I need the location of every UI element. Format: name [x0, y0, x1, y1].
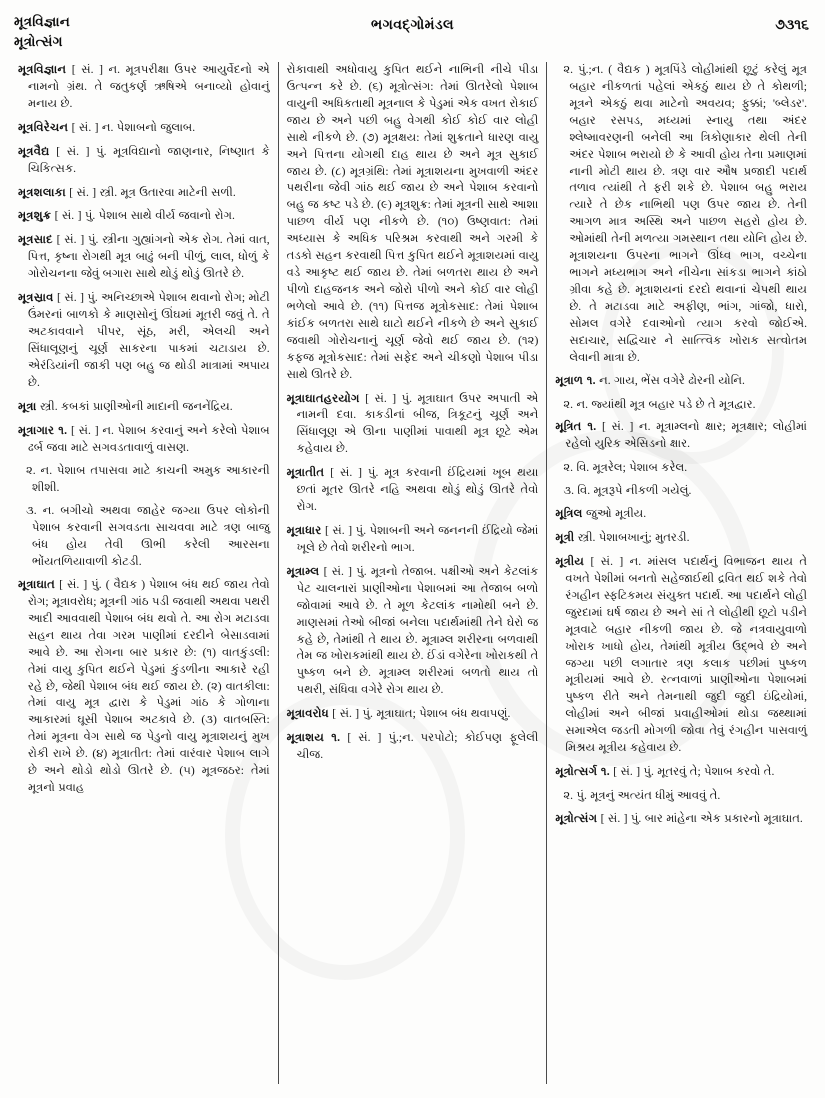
entry-definition: ૨. ન. જ્યાંથી મૂત્ર બહાર પડે છે તે મૂત્રદ્વાર. — [563, 397, 756, 411]
entry-headword: મૂત્રાવરોધ — [286, 707, 329, 721]
entry-headword: મૂત્રશુક્ર — [18, 209, 52, 223]
dictionary-entry — [18, 144, 270, 178]
dictionary-entry — [18, 290, 270, 392]
entry-definition: [ સં. ] પું. મૂત્રવિદ્યાનો જાણનાર, નિષ્ણાત કે ચિકિત્સક. — [28, 144, 270, 175]
entry-headword: મૂત્રાઘાત — [18, 577, 56, 591]
entry-definition: [ સં. ] ન. મૂત્રામ્લનો ક્ષાર; મૂત્રક્ષાર; લોહીમાં રહેલો યુરિક એસિડનો ક્ષાર. — [565, 420, 808, 451]
entry-headword: મૂત્રોત્સર્ગ ૧. — [555, 765, 610, 779]
entry-definition: [ સં. ] પું. મૂતરવું તે; પેશાબ કરવો તે. — [609, 765, 775, 779]
entry-headword: મૂત્રી — [555, 531, 575, 545]
dictionary-entry — [287, 730, 539, 764]
entry-definition: ૨. ન. પેશાબ તપાસવા માટે કાચની અમુક આકારની શીશી. — [26, 464, 270, 495]
entry-definition: [ સં. ] પું. મૂત્રનો તેજાબ. પક્ષીઓ અને કેટલાંક પેટ ચાલનારાં પ્રાણીઓના પેશાબમાં આ તેજાબ બળો જોવામાં આવે છે. તે મૂળ કેટલાંક નામોથી બને છે. માણસમાં તેઓ બીજાં બનેલા પદાર્થમાંથી તેને ઘેરો જ કહે છે, તેમાંથી તે થાય છે. મૂત્રામ્લ શરીરના બળવાથી તેમ જ ખોરાકમાંથી થાય છે. ઈંડાં વગેરેના ખોરાકથી તે પુષ્કળ બને છે. મૂત્રામ્લ શરીરમાં બળતો થાય તો પથરી, સંધિવા વગેરે રોગ થાય છે. — [296, 564, 539, 697]
entry-definition: [ સં. ] પું. બાર માંહેના એક પ્રકારનો મૂત્રાઘાત. — [597, 811, 803, 825]
entry-headword: મૂત્રા — [18, 399, 37, 413]
entry-definition: [ સં. ] પું. અનિચ્છાએ પેશાબ થવાનો રોગ; મોટી ઉંમરનાં બાળકો કે માણસોનું ઊંઘમાં મૂતરી જવું તે. તે અટકાવવાને પીપર, સૂંઠ, મરી, એલચી અને સિંધાલૂણનું ચૂર્ણ સાકરના પાકમાં ચટાડાય છે. એરંડિયાંની જાકી પણ બહુ જ થોડી માત્રામાં અપાય છે. — [28, 291, 270, 389]
column-container — [0, 62, 825, 1092]
entry-definition: ૨. વિ. મૂત્રરેલ; પેશાબ કરેલ. — [563, 461, 688, 475]
dictionary-entry — [287, 391, 539, 459]
dictionary-entry — [18, 399, 270, 416]
dictionary-entry — [287, 706, 539, 723]
entry-sense — [18, 503, 270, 571]
book-title: ભગવદ્ગોમંડલ — [370, 18, 455, 33]
entry-headword: મૂત્રવિરેચન — [18, 120, 69, 134]
dictionary-entry — [555, 506, 807, 523]
dictionary-entry — [18, 62, 270, 113]
entry-definition: સ્ત્રી. કબકાં પ્રાણીઓની માદાની જનનેંદ્રિય. — [36, 399, 233, 413]
page-number: ૭૩૧૬ — [775, 18, 809, 33]
entry-definition: [ સં. ] સ્ત્રી. મૂત્ર ઉતારવા માટેની સળી. — [65, 185, 236, 199]
entry-definition: [ સં. ] પું. પેશાબની અને જનનની ઈંદ્રિયો જેમાં ખૂલે છે તેવો શરીરનો ભાગ. — [296, 523, 539, 554]
entry-headword: મૂત્રામ્લ — [286, 564, 320, 578]
dictionary-entry — [18, 208, 270, 225]
entry-headword: મૂત્રાતીત — [286, 466, 325, 480]
entry-headword: મૂત્રાઘાતહરયોગ — [286, 391, 360, 405]
dictionary-entry — [287, 564, 539, 699]
entry-headword: મૂત્રાધાર — [286, 523, 322, 537]
entry-headword: મૂત્રાગાર ૧. — [18, 423, 68, 437]
dictionary-entry — [18, 423, 270, 457]
entry-definition: ૩. વિ. મૂત્રરૂપે નીકળી ગયેલું. — [563, 484, 692, 498]
entry-definition: [ સં. ] ન. મૂત્રપરીક્ષા ઉપર આયુર્વેદનો એ નામનો ગ્રંથ. તે જતુકર્ણ ઋષિએ બનાવ્યો હોવાનું મનાય છે. — [28, 63, 270, 110]
entry-headword: મૂત્રાશય ૧. — [286, 731, 341, 745]
entry-continuation — [287, 62, 539, 384]
entry-definition: [ સં. ] પું. મૂત્રાઘાત ઉપર અપાતી એ નામની દવા. કાકડીનાં બીજ, ત્રિકૂટનું ચૂર્ણ અને સિંધાલૂણ એ ઊના પાણીમાં પાવાથી મૂત્ર છૂટે એમ કહેવાય છે. — [296, 391, 539, 456]
entry-definition: જુઓ મૂત્રીય. — [582, 507, 647, 521]
dictionary-entry — [18, 185, 270, 202]
entry-definition: [ સં. ] પું. મૂત્ર કરવાની ઈંદ્રિયમાં ખૂબ થયા છતાં મૂતર ઊતરે નહિ અથવા થોડું થોડું ઊતરે તેવો રોગ. — [296, 466, 539, 514]
entry-headword: મૂત્રીય — [555, 554, 585, 568]
entry-sense — [555, 62, 807, 367]
entry-definition: [ સં. ] પું. સ્ત્રીના ગુહ્યાંગનો એક રોગ. તેમાં વાત, પિત્ત, કૃષ્ના રોગથી મૂત્ર બાઢું બની પીળું, લાલ, ધોળું કે ગોરોચનના જેવું બગારા સાથે થોડું થોડું ઊતરે છે. — [28, 233, 270, 281]
page-header — [0, 0, 825, 62]
dictionary-entry — [555, 419, 807, 453]
dictionary-entry — [555, 554, 807, 757]
entry-definition: [ સં. ] પું. ( વૈદ્યક ) પેશાબ બંધ થઈ જાય તેવો રોગ; મૂત્રાવરોધ; મૂત્રની ગાંઠ પડી જવાથી અથવા પથરી આદી આવવાથી પેશાબ બંધ થવો તે. આ રોગ મટાડવા સહન થાય તેવા ગરમ પાણીમાં દરદીને બેસાડવામાં આવે છે. આ રોગના બાર પ્રકાર છે: (૧) વાતકુંડલી: તેમાં વાયુ કુપિત થઈને પેડુમાં કુંડળીના આકારે રહી રહે છે, જેથી પેશાબ બંધ થઈ જાય છે. (૨) વાતકીલા: તેમાં વાયુ મૂત્ર દ્વારા કે પેડુમાં ગાંઠ કે ગોળાના આકારમાં ઘૂસી પેશાબ અટકાવે છે. (૩) વાતબસ્તિ: તેમાં મૂત્રના વેગ સાથે જ પેડુનો વાયુ મૂત્રાશયનું મુખ રોકી રાખે છે. (૪) મૂત્રાતીત: તેમાં વારંવાર પેશાબ લાગે છે અને થોડો થોડો ઊતરે છે. (૫) મૂત્રજઠર: તેમાં મૂત્રનો પ્રવાહ — [28, 577, 270, 795]
entry-definition: સ્ત્રી. પેશાબખાનું; મુતરડી. — [574, 531, 690, 545]
dictionary-entry — [287, 523, 539, 557]
guide-word-last: મૂત્રોત્સંગ — [14, 33, 63, 49]
dictionary-entry — [555, 764, 807, 781]
text-column-2 — [278, 62, 547, 1084]
entry-headword: મૂત્રશલાકા — [18, 185, 66, 199]
entry-sense — [555, 788, 807, 805]
dictionary-entry — [18, 232, 270, 283]
entry-definition: [ સં. ] ન. માંસલ પદાર્થનું વિભાજન થાય તે વખતે પેશીમાં બનતો સહેજાઈથી દ્રવિત થઈ શકે તેવો રંગહીન સ્ફટિકમય સંયુક્ત પદાર્થ. આ પદાર્થને લોહી જુરદામાં ઘર્ષ જાય છે અને સાં તે લોહીથી છૂટો પડીને મૂત્રવાટે બહાર નીકળી જાય છે. જે નત્રવાયુવાળો ખોરાક ખાધો હોય, તેમાંથી મૂત્રીય ઉદ્ભવે છે અને જગ્યા પછી લગાતાર ત્રણ કલાક પછીમાં પુષ્કળ મૂત્રીયમાં આવે છે. રત્નવાળાં પ્રાણીઓના પેશાબમાં પુષ્કળ રીતે અને તેમનાથી જુદી જુદી ઇંદ્રિયોમાં, લોહીમાં અને બીજાં પ્રવાહીઓમાં થોડા જથ્થામાં સમાએલ જડતી મોગળી જોવા તેવું રંગહીન પાસવાળું મિશ્રય મૂત્રીય કહેવાય છે. — [565, 554, 808, 755]
entry-headword: મૂત્રાળ ૧. — [555, 373, 596, 387]
dictionary-entry — [555, 811, 807, 828]
entry-definition: [ સં. ] ન. પેશાબનો જુલાબ. — [68, 120, 196, 134]
dictionary-entry — [18, 577, 270, 797]
entry-headword: મૂત્રિલ — [555, 507, 583, 521]
entry-headword: મૂત્રવિજ્ઞાન — [18, 63, 67, 76]
entry-definition: [ સં. ] પું. મૂત્રાઘાત; પેશાબ બંધ થવાપણું. — [328, 707, 511, 721]
entry-headword: મૂત્રસાદ — [18, 233, 53, 247]
entry-headword: મૂત્રોત્સંગ — [555, 811, 598, 825]
dictionary-entry — [555, 530, 807, 547]
text-column-1 — [10, 62, 278, 1084]
entry-sense — [555, 460, 807, 477]
entry-sense — [555, 483, 807, 500]
entry-definition: રોકાવાથી અધોવાયુ કુપિત થઈને નાભિની નીચે પીડા ઉત્પન્ન કરે છે. (૬) મૂત્રોત્સંગ: તેમાં ઊતરેલો પેશાબ વાયુની અધિકતાથી મૂત્રનાલ કે પેડુમાં એક વખત રોકાઈ જાય છે અને પછી બહુ વેગથી કોઈ કોઈ વાર લોહી સાથે નીકળે છે. (૭) મૂત્રક્ષય: તેમાં શુક્રતાને ધારણ વાયુ અને પિત્તના યોગથી દાહ થાય છે અને મૂત્ર સુકાઈ જાય છે. (૮) મૂત્રગ્રંથિ: તેમાં મૂત્રાશયના મુખવાળી અંદર પથરીના જેવી ગાંઠ થઈ જાય છે અને પેશાબ કરવાનો બહુ જ કષ્ટ પડે છે. (૯) મૂત્રશુક્ર: તેમાં મૂત્રની સાથે આશા પાછળ વીર્ય પણ નીકળે છે. (૧૦) ઉષ્ણવાત: તેમાં અધ્યાસ કે અધિક પરિશ્રમ કરવાથી અને ગરમી કે તડકો સહન કરવાથી પિત્ત કુપિત થઈને મૂત્રાશયમાં વાયુ વડે આકૃષ્ટ થઈ જાય છે. તેમાં બળતરા થાય છે અને પીળો દાહજનક અને જોરો પીળો અને કોઈ વાર લોહી ભળેલો આવે છે. (૧૧) પિત્તજ મૂત્રોકસાદ: તેમાં પેશાબ કાંઈક બળતરા સાથે ઘાટો થઈને નીકળે છે અને સુકાઈ જવાથી ગોરોચનાનું ચૂર્ણ જેવો થઈ જાય છે. (૧૨) કફજ મૂત્રોકસાદ: તેમાં સફેદ અને ચીકણો પેશાબ પીડા સાથે ઊતરે છે. — [286, 63, 539, 381]
entry-headword: મૂત્રિત ૧. — [555, 420, 597, 434]
entry-definition: [ સં. ] ન. પેશાબ કરવાનું અને કરેલો પેશાબ ઢર્બ જવા માટે સગવડતાવાળું વાસણ. — [28, 423, 270, 454]
guide-word-first: મૂત્રવિજ્ઞાન — [14, 14, 71, 29]
entry-definition: ૩. ન. બગીચો અથવા જાહેર જગ્યા ઉપર લોકોની પેશાબ કરવાની સગવડતા સાચવવા માટે ત્રણ બાજુ બંધ હોય તેવી ઊભી કરેલી આરસના ભોંયતળિયાવાળી કોટડી. — [26, 504, 270, 569]
text-column-3 — [546, 62, 815, 1084]
dictionary-entry — [18, 120, 270, 137]
entry-definition: ન. ગાય, ભેંસ વગેરે ઢોરની યોનિ. — [595, 373, 745, 387]
entry-sense — [18, 463, 270, 497]
entry-headword: મૂત્રસ્રાવ — [18, 291, 54, 305]
entry-definition: [ સં. ] પું.;ન. પરપોટો; કોઈપણ ફૂલેલી ચીજ. — [296, 731, 539, 762]
entry-headword: મૂત્રવૈદ્ય — [18, 144, 50, 158]
entry-definition: ૨. પું. મૂત્રનું અત્યંત ધીમું આવવું તે. — [563, 788, 721, 802]
entry-sense — [555, 397, 807, 414]
entry-definition: ૨. પું.;ન. ( વૈદ્યક ) મૂત્રપિંડે લોહીમાંથી છૂટું કરેલું મૂત્ર બહાર નીકળતાં પહેલાં એકઠું થાય છે તે કોથળી; મૂત્રને એકઠું થવા માટેનો અવયવ; ફુક્કાં; 'બ્લેડર'. બહાર રસપડ, મધ્યમાં સ્નાયુ તથા અંદર શ્લેષ્માવરણની બનેલી આ ત્રિકોણાકાર થેલી તેની અંદર પેશાબ ભરાયો છે કે આવી હોય તેના પ્રમાણમાં નાની મોટી થાય છે. ત્રણ વાર ઔષ પ્રજાદી પદાર્થ તળાવ ત્યાંથી તે ફરી શકે છે. પેશાબ બહુ ભરાય ત્યારે તે છેક નાભિથી પણ ઉપર જાય છે. તેની આગળ માત્ર અસ્થિ અને પાછળ સહરો હોય છે. ઓમાંથી તેની મળત્યા ગમસ્થાન તથા યોનિ હોય છે. મૂત્રાશયના ઉપરના ભાગને ઊંધ્વ ભાગ, વચ્ચેના ભાગને મધ્યભાગ અને નીચેના સાંકડા ભાગને કાંઠો ગ્રીવા કહે છે. મૂત્રાશયનાં દરદો થવાનાં ચેપથી થાય છે. તે મટાડવા માટે અફીણ, ભાંગ, ગાંજો, ધારો, સોમલ વગેરે દવાઓનો ત્યાગ કરવો જોઈએ. સદાચાર, સદ્વિચાર ને સાત્ત્વિક ખોરાક સત્વોતમ લેવાની માત્રા છે. — [563, 63, 808, 364]
dictionary-entry — [555, 373, 807, 390]
dictionary-entry — [287, 465, 539, 516]
entry-definition: [ સં. ] પું. પેશાબ સાથે વીર્ય જવાનો રોગ. — [51, 209, 235, 223]
